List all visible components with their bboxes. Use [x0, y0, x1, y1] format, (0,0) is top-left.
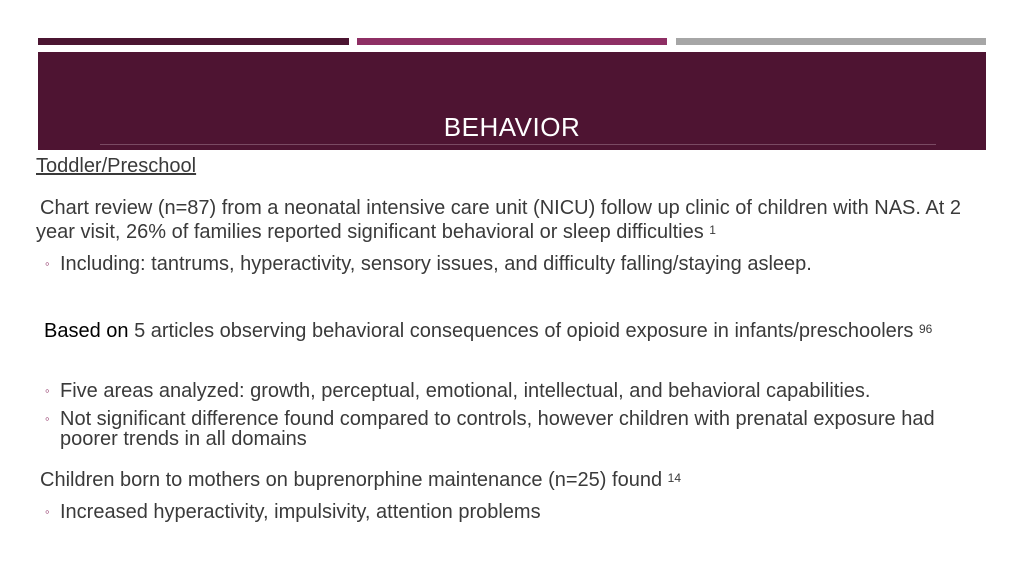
bullet-marker-icon: ◦	[45, 383, 50, 398]
slide-title: BEHAVIOR	[443, 112, 581, 142]
paragraph-articles-lead: Based on	[44, 320, 129, 342]
accent-bar-gray	[676, 38, 986, 45]
paragraph-articles-text: 5 articles observing behavioral consequences of opioid exposure in infants/preschoolers	[134, 320, 914, 342]
bullet-text: Not significant difference found compared to controls, however children with prenatal exposure had poorer trends in all domains	[60, 408, 935, 450]
bullet-item-five-areas	[45, 380, 871, 402]
paragraph-buprenorphine-text: Children born to mothers on buprenorphine maintenance (n=25) found	[40, 469, 663, 491]
bullet-marker-icon: ◦	[45, 256, 50, 271]
bullet-marker-icon: ◦	[45, 504, 50, 519]
banner-divider	[100, 144, 936, 145]
bullet-marker-icon: ◦	[45, 411, 50, 426]
paragraph-buprenorphine	[40, 468, 940, 492]
reference-1: 1	[709, 223, 716, 237]
reference-14: 14	[667, 471, 681, 485]
accent-bar-dark	[38, 38, 349, 45]
bullet-item-not-significant	[45, 408, 980, 450]
title-banner	[38, 52, 986, 150]
bullet-item-hyperactivity	[45, 501, 541, 523]
paragraph-articles	[44, 316, 944, 346]
reference-96: 96	[919, 322, 933, 336]
paragraph-chart-review	[36, 196, 996, 244]
paragraph-chart-review-text: Chart review (n=87) from a neonatal intensive care unit (NICU) follow up clinic of children with NAS. At 2 year visit, 26% of families reported significant behavioral or sleep difficulties	[36, 197, 961, 243]
bullet-text: Including: tantrums, hyperactivity, sensory issues, and difficulty falling/staying asleep.	[60, 253, 812, 275]
bullet-item-symptoms	[45, 253, 812, 275]
bullet-text: Increased hyperactivity, impulsivity, attention problems	[60, 501, 541, 523]
section-heading: Toddler/Preschool	[36, 155, 197, 177]
accent-bar-magenta	[357, 38, 667, 45]
bullet-text: Five areas analyzed: growth, perceptual, emotional, intellectual, and behavioral capabilities.	[60, 380, 871, 402]
